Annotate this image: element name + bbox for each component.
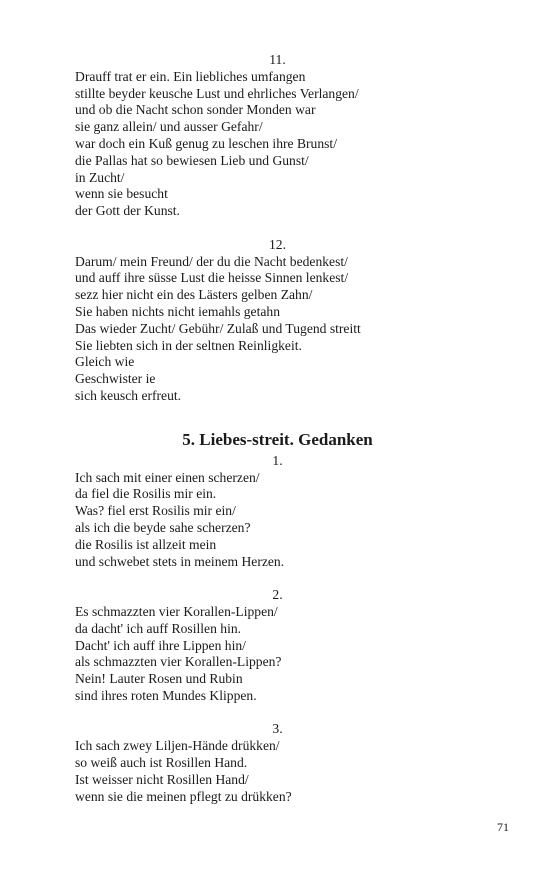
verse-line: sich keusch erfreut. xyxy=(75,387,182,403)
verse-line: wenn sie die meinen pflegt zu drükken? xyxy=(75,788,292,804)
verse-line: Ich sach mit einer einen scherzen/ xyxy=(75,469,260,485)
stanza-number: 3. xyxy=(272,721,283,737)
verse-line: Dacht' ich auff ihre Lippen hin/ xyxy=(75,637,246,653)
stanza-3 xyxy=(75,721,480,805)
verse-line: und ob die Nacht schon sonder Monden war xyxy=(75,102,316,118)
stanza-12 xyxy=(75,237,480,405)
page-body xyxy=(75,52,480,805)
verse-line: Das wieder Zucht/ Gebühr/ Zulaß und Tugend streitt xyxy=(75,320,361,336)
verse-line: Geschwister ie xyxy=(75,371,156,387)
verse-line: Sie liebten sich in der seltnen Reinligkeit. xyxy=(75,337,302,353)
verse-line: wenn sie besucht xyxy=(75,186,168,202)
verse-line: da fiel die Rosilis mir ein. xyxy=(75,486,217,502)
stanza-2 xyxy=(75,587,480,705)
stanza-number: 2. xyxy=(272,587,283,603)
verse-line: und schwebet stets in meinem Herzen. xyxy=(75,553,285,569)
verse-line: war doch ein Kuß genug zu leschen ihre Brunst/ xyxy=(75,135,337,151)
verse-line: sezz hier nicht ein des Lästers gelben Zahn/ xyxy=(75,287,313,303)
verse-line: Drauff trat er ein. Ein liebliches umfangen xyxy=(75,68,306,84)
verse-line: Gleich wie xyxy=(75,354,135,370)
page-number: 71 xyxy=(497,820,509,834)
verse-line: als schmazzten vier Korallen-Lippen? xyxy=(75,654,282,670)
stanza-1 xyxy=(75,453,480,571)
verse-line: die Pallas hat so bewiesen Lieb und Gunst/ xyxy=(75,152,309,168)
verse-line: so weiß auch ist Rosillen Hand. xyxy=(75,755,248,771)
verse-line: als ich die beyde sahe scherzen? xyxy=(75,519,251,535)
poem-title: 5. Liebes-streit. Gedanken xyxy=(182,429,373,449)
verse-line: stillte beyder keusche Lust und ehrliches Verlangen/ xyxy=(75,85,359,101)
verse-line: die Rosilis ist allzeit mein xyxy=(75,536,217,552)
verse-line: da dacht' ich auff Rosillen hin. xyxy=(75,620,242,636)
stanza-number: 1. xyxy=(272,452,283,468)
verse-line: und auff ihre süsse Lust die heisse Sinnen lenkest/ xyxy=(75,270,349,286)
verse-line: sind ihres roten Mundes Klippen. xyxy=(75,687,257,703)
verse-line: Ich sach zwey Liljen-Hände drükken/ xyxy=(75,738,280,754)
stanza-number: 12. xyxy=(269,236,286,252)
verse-line: der Gott der Kunst. xyxy=(75,203,180,219)
verse-line: Nein! Lauter Rosen und Rubin xyxy=(75,671,243,687)
verse-line: Darum/ mein Freund/ der du die Nacht bedenkest/ xyxy=(75,253,348,269)
stanza-number: 11. xyxy=(269,52,286,67)
verse-line: sie ganz allein/ und ausser Gefahr/ xyxy=(75,119,263,135)
verse-line: Sie haben nichts nicht iemahls getahn xyxy=(75,303,280,319)
verse-line: Was? fiel erst Rosilis mir ein/ xyxy=(75,503,236,519)
verse-line: in Zucht/ xyxy=(75,169,125,185)
verse-line: Es schmazzten vier Korallen-Lippen/ xyxy=(75,603,278,619)
verse-line: Ist weisser nicht Rosillen Hand/ xyxy=(75,771,249,787)
stanza-11 xyxy=(75,52,480,220)
